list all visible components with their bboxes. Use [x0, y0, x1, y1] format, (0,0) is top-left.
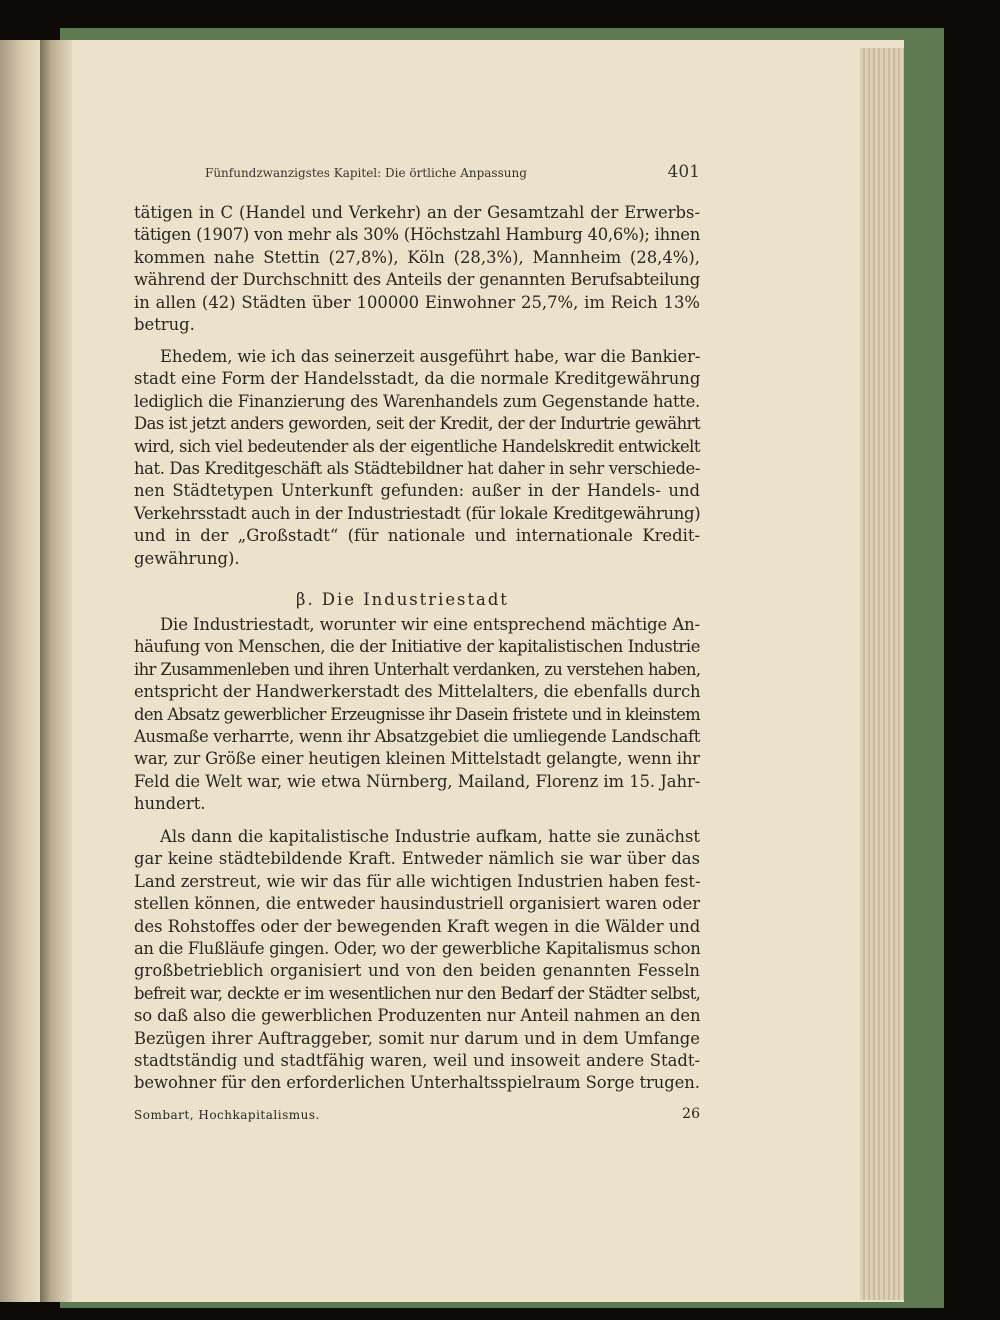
text-line: Land zerstreut, wie wir das für alle wichtigen Industrien haben fest- — [134, 871, 701, 891]
text-line: kommen nahe Stettin (27,8%), Köln (28,3%), Mannheim (28,4%), — [134, 247, 700, 267]
text-line: stadt eine Form der Handelsstadt, da die normale Kreditgewährung — [134, 369, 701, 389]
paragraph-3 — [134, 614, 700, 816]
text-line: in allen (42) Städten über 100000 Einwohner 25,7%, im Reich 13% — [134, 292, 700, 312]
text-line: Bezügen ihrer Auftraggeber, somit nur darum und in dem Umfange — [134, 1028, 700, 1048]
text-line: des Rohstoffes oder der bewegenden Kraft wegen in die Wälder und — [134, 916, 701, 936]
text-line: so daß also die gewerblichen Produzenten nur Anteil nahmen an den — [134, 1006, 701, 1026]
paragraph-1 — [134, 202, 700, 336]
text-line: wird, sich viel bedeutender als der eigentliche Handelskredit entwickelt — [134, 436, 700, 456]
text-line: Die Industriestadt, worunter wir eine entsprechend mächtige An- — [160, 615, 700, 634]
text-line: an die Flußläufe gingen. Oder, wo der gewerbliche Kapitalismus schon — [134, 939, 701, 959]
running-head — [205, 162, 700, 186]
text-line: stadtständig und stadtfähig waren, weil und insoweit andere Stadt- — [134, 1051, 700, 1071]
text-line: den Absatz gewerblicher Erzeugnisse ihr Dasein fristete und in kleinstem — [134, 704, 700, 724]
text-line: Ausmaße verharrte, wenn ihr Absatzgebiet die umliegende Landschaft — [134, 727, 700, 747]
text-line: stellen können, die entweder hausindustriell organisiert waren oder — [134, 894, 701, 914]
sheet-number: 26 — [682, 1106, 700, 1122]
page-number: 401 — [667, 162, 700, 182]
text-line: Als dann die kapitalistische Industrie aufkam, hatte sie zunächst — [160, 827, 700, 846]
page-footer — [134, 1108, 700, 1128]
text-line: befreit war, deckte er im wesentlichen nur den Bedarf der Städter selbst, — [134, 983, 701, 1003]
text-line: tätigen (1907) von mehr als 30% (Höchstzahl Hamburg 40,6%); ihnen — [134, 225, 700, 245]
text-line: während der Durchschnitt des Anteils der genannten Berufsabteilung — [134, 270, 700, 290]
text-line: hat. Das Kreditgeschäft als Städtebildner hat daher in sehr verschiede- — [134, 459, 700, 479]
text-line: Feld die Welt war, wie etwa Nürnberg, Mailand, Florenz im 15. Jahr- — [134, 771, 701, 791]
text-line: nen Städtetypen Unterkunft gefunden: außer in der Handels- und — [134, 481, 700, 501]
text-line: Verkehrsstadt auch in der Industriestadt (für lokale Kreditgewährung) — [134, 503, 701, 523]
text-line: tätigen in C (Handel und Verkehr) an der Gesamtzahl der Erwerbs- — [134, 203, 700, 222]
page-stack-edges — [860, 48, 904, 1300]
text-line: großbetrieblich organisiert und von den beiden genannten Fesseln — [134, 961, 700, 981]
text-line: Das ist jetzt anders geworden, seit der Kredit, der der Indurtrie gewährt — [134, 414, 700, 434]
text-line: und in der „Großstadt“ (für nationale und internationale Kredit- — [134, 526, 700, 546]
page-gutter — [40, 40, 72, 1302]
text-line: Ehedem, wie ich das seinerzeit ausgeführt habe, war die Bankier- — [160, 347, 701, 366]
text-line: gar keine städtebildende Kraft. Entweder nämlich sie war über das — [134, 849, 700, 869]
text-line: häufung von Menschen, die der Initiative der kapitalistischen Industrie — [134, 637, 700, 657]
text-line: gewährung). — [134, 548, 240, 568]
text-line: bewohner für den erforderlichen Unterhaltsspielraum Sorge trugen. — [134, 1073, 700, 1093]
running-title: Fünfundzwanzigstes Kapitel: Die örtliche Anpassung — [205, 166, 527, 180]
text-line: lediglich die Finanzierung des Warenhandels zum Gegenstande hatte. — [134, 391, 700, 411]
paragraph-2 — [134, 346, 700, 570]
text-line: hundert. — [134, 794, 206, 814]
text-line: ihr Zusammenleben und ihren Unterhalt verdanken, zu verstehen haben, — [134, 659, 701, 679]
footer-signature: Sombart, Hochkapitalismus. — [134, 1108, 320, 1122]
section-heading: β. Die Industriestadt — [296, 590, 509, 609]
text-line: betrug. — [134, 315, 195, 335]
text-line: war, zur Größe einer heutigen kleinen Mittelstadt gelangte, wenn ihr — [134, 749, 700, 769]
text-line: entspricht der Handwerkerstadt des Mittelalters, die ebenfalls durch — [134, 682, 701, 702]
paragraph-4 — [134, 826, 700, 1095]
